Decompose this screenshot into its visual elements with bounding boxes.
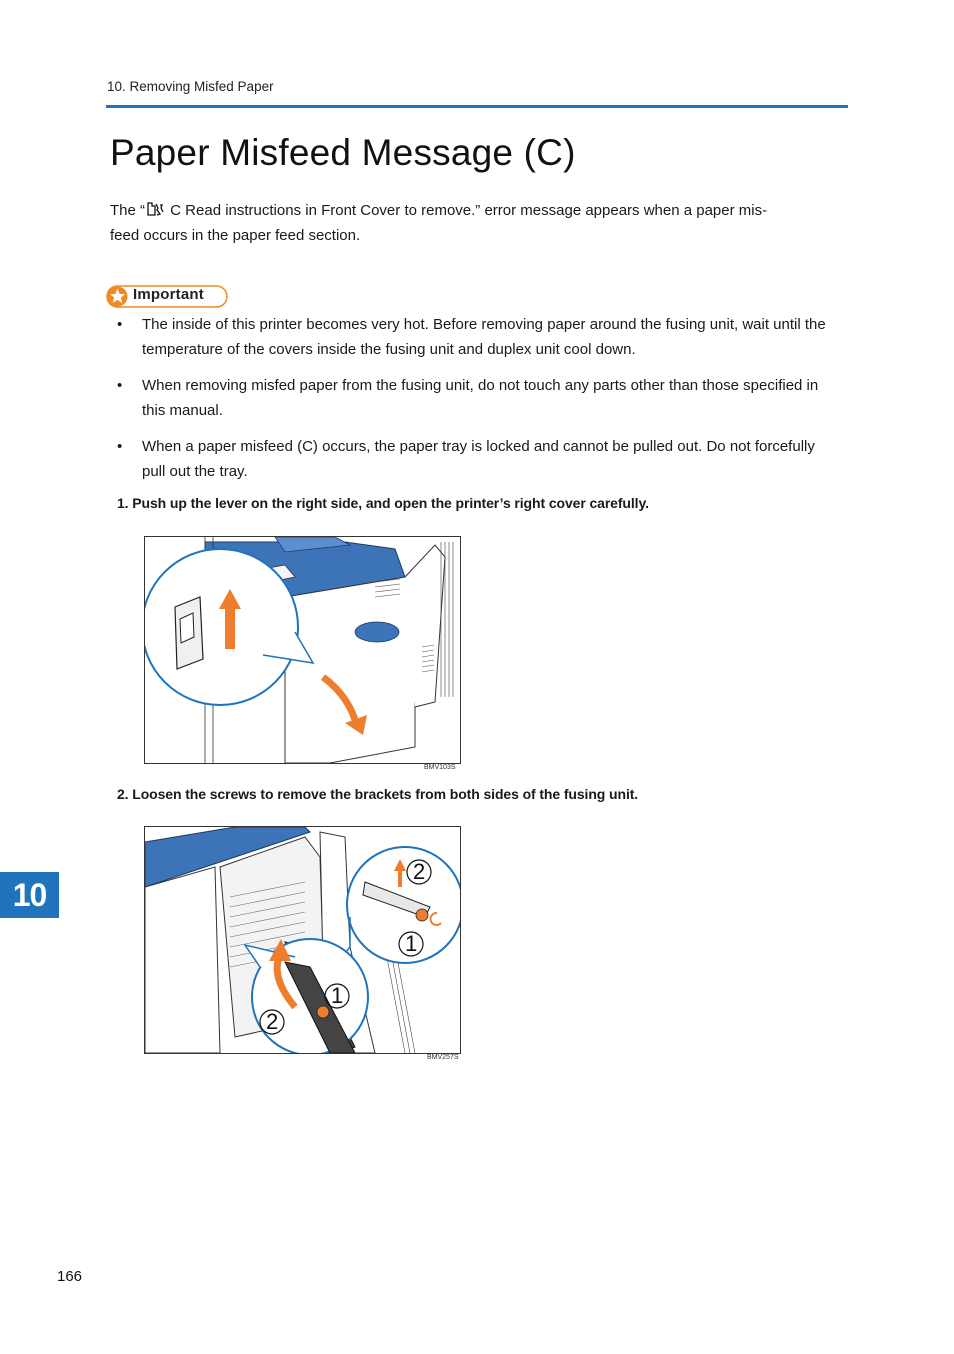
intro-line-2: feed occurs in the paper feed section. (110, 227, 361, 244)
callout-number: 2 (413, 859, 426, 884)
bullet-dot: • (117, 377, 123, 394)
misfeed-paper-icon (146, 202, 164, 217)
callout-number: 1 (405, 931, 418, 956)
chapter-tab[interactable] (0, 872, 59, 918)
step-2-instruction: 2. Loosen the screws to remove the brackets from both sides of the fusing unit. (117, 786, 639, 802)
bullet-line-1: When removing misfed paper from the fusing unit, do not touch any parts other than those specified in (142, 377, 819, 394)
list-item (117, 373, 897, 423)
callout-number: 1 (331, 983, 344, 1008)
bullet-line-1: When a paper misfeed (C) occurs, the paper tray is locked and cannot be pulled out. Do not forcefully (142, 438, 815, 455)
figure-open-right-cover (144, 536, 461, 764)
page-number: 166 (57, 1268, 83, 1285)
bullet-line-2: this manual. (142, 402, 223, 419)
header-rule (106, 105, 848, 108)
fusing-unit-illustration (145, 827, 460, 1053)
figure-remove-brackets (144, 826, 461, 1054)
important-label: Important (133, 286, 204, 303)
printer-right-cover-illustration (145, 537, 460, 763)
intro-prefix: The “ (110, 202, 146, 219)
screw-icon (416, 909, 428, 921)
page-title: Paper Misfeed Message (C) (110, 132, 576, 173)
list-item (117, 312, 897, 362)
bullet-dot: • (117, 438, 123, 455)
bullet-line-2: temperature of the covers inside the fusing unit and duplex unit cool down. (142, 341, 636, 358)
bullet-line-1: The inside of this printer becomes very hot. Before removing paper around the fusing unit, wait until the (142, 316, 826, 333)
bullet-dot: • (117, 316, 123, 333)
figure-code: BMV257S (427, 1054, 459, 1061)
important-badge (106, 285, 228, 308)
important-star-icon (106, 285, 129, 308)
callout-number: 2 (266, 1009, 279, 1034)
intro-paragraph (110, 198, 840, 248)
chapter-number: 10 (12, 877, 47, 913)
bullet-line-2: pull out the tray. (142, 463, 248, 480)
intro-line-1 (110, 198, 840, 223)
screw-icon (317, 1006, 329, 1018)
running-head: 10. Removing Misfed Paper (107, 79, 274, 94)
important-list (117, 312, 897, 495)
step-1-instruction: 1. Push up the lever on the right side, and open the printer’s right cover carefully. (117, 495, 649, 511)
intro-rest: C Read instructions in Front Cover to remove.” error message appears when a paper mis- (166, 202, 768, 219)
figure-code: BMV103S (424, 764, 456, 771)
list-item (117, 434, 897, 484)
